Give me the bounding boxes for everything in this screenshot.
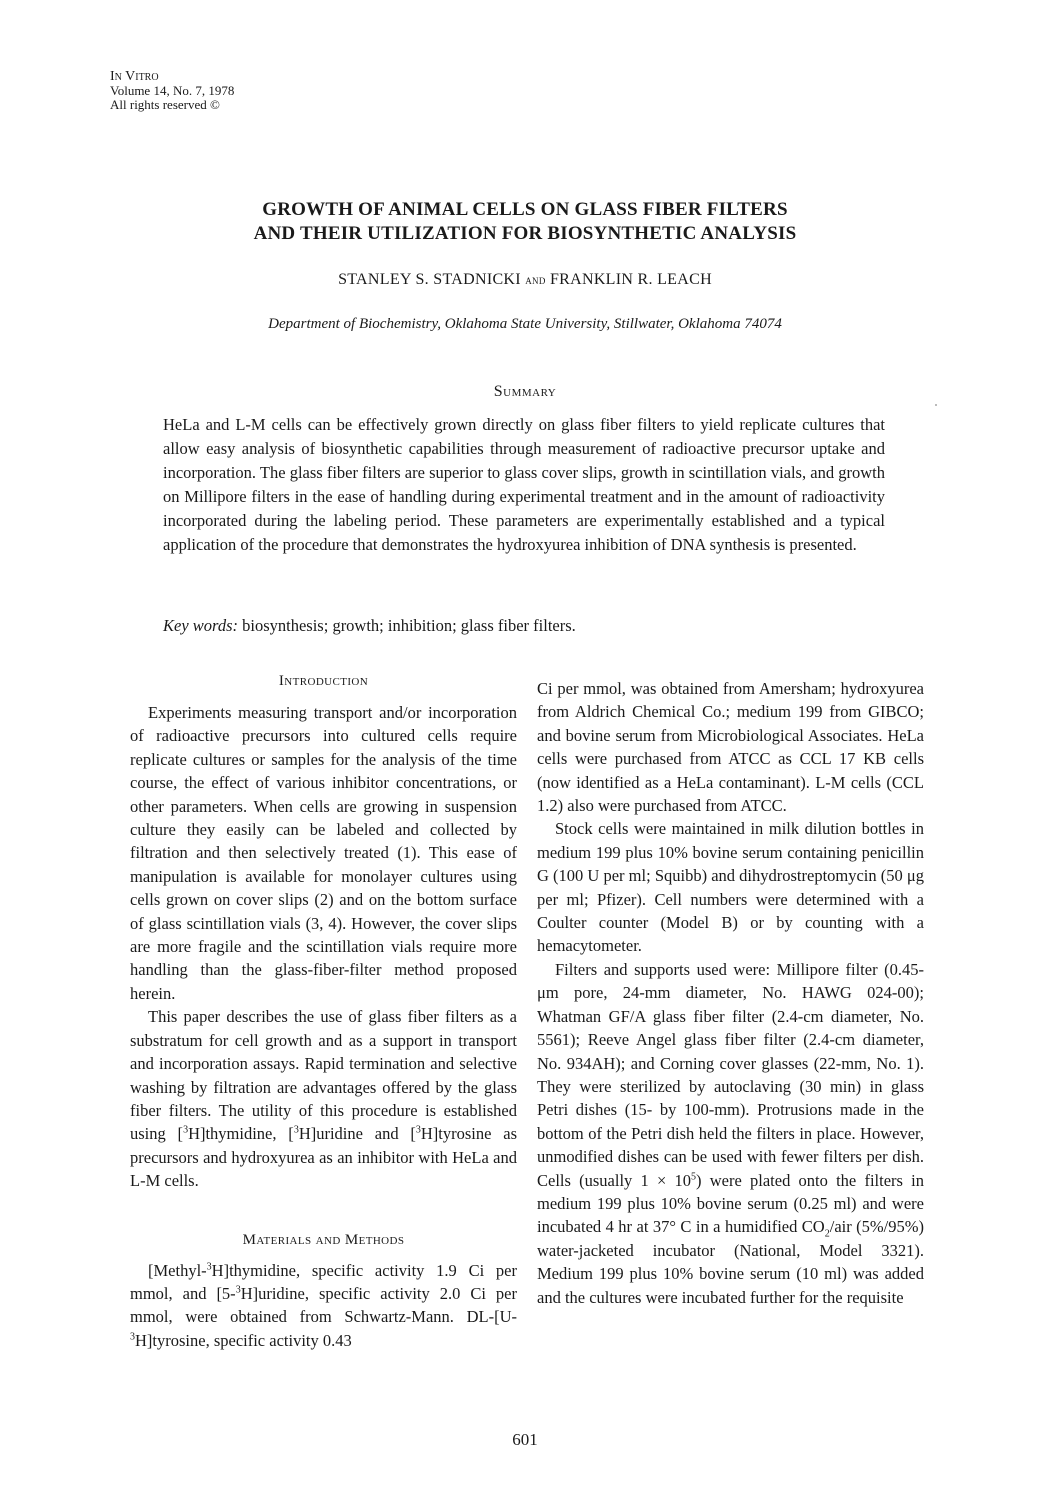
- methods-paragraph-3: Filters and supports used were: Millipore filter (0.45-μm pore, 24-mm diameter, No. HAWG 024-00); Whatman GF/A glass fiber filter (2.4-cm diameter, No. 5561); Reeve Angel glass fiber filter (2.4-cm diameter, No. 934AH); and Corning cover glasses (22-mm, No. 1). They were sterilized by autoclaving (30 min) in glass Petri dishes (15- by 100-mm). Protrusions made in the bottom of the Petri dish held the filters in place. However, unmodified dishes can be used with fewer filters per dish. Cells (usually $1 \times 10^5$) were plated onto the filters in medium 199 plus 10% bovine serum (0.25 ml) and were incubated 4 hr at 37° C in a humidified $CO_2$/air (5%/95%) water-jacketed incubator (National, Model 3321). Medium 199 plus 10% bovine serum (10 ml) was added and the cultures were incubated further for the requisite: [537, 959, 924, 1307]
- scan-speck: [935, 404, 937, 406]
- introduction-paragraph-2: This paper describes the use of glass fiber filters as a substratum for cell growth and as a support in transport and incorporation assays. Rapid termination and selective washing by filtration are advantages offered by the glass fiber filters. The utility of this procedure is established using [$^3$H]thymidine, [$^3$H]uridine and [$^3$H]tyrosine as precursors and hydroxyurea as an inhibitor with HeLa and L-M cells.: [130, 1007, 518, 1191]
- keywords-list: biosynthesis; growth; inhibition; glass fiber filters.: [242, 616, 576, 635]
- introduction-heading: Introduction: [278, 673, 369, 689]
- introduction-paragraph-1: Experiments measuring transport and/or incorporation of radioactive precursors into cultured cells require replicate cultures or samples for the analysis of the time course, the effect of various inhibitor concentrations, or other parameters. When cells are growing in suspension culture they easily can be labeled and collected by filtration and then selectively treated (1). This ease of manipulation is available for monolayer cultures using cells grown on cover slips (2) and on the bottom surface of glass scintillation vials (3, 4). However, the cover slips are more fragile and the scintillation vials require more handling than the glass-fiber-filter method proposed herein.: [130, 703, 517, 1003]
- title-line-1: GROWTH OF ANIMAL CELLS ON GLASS FIBER FILTERS: [262, 199, 788, 220]
- methods-paragraph-1-continued: Ci per mmol, was obtained from Amersham; hydroxyurea from Aldrich Chemical Co.; medium 199 from GIBCO; and bovine serum from Microbiological Associates. HeLa cells were purchased from ATCC as CCL 17 KB cells (now identified as a HeLa contaminant). L-M cells (CCL 1.2) also were purchased from ATCC.: [537, 679, 924, 816]
- journal-rights: All rights reserved ©: [110, 97, 220, 112]
- author-1: STANLEY S. STADNICKI: [338, 271, 521, 288]
- journal-volume: Volume 14, No. 7, 1978: [110, 83, 235, 98]
- summary-heading: Summary: [493, 383, 557, 400]
- methods-heading: Materials and Methods: [242, 1231, 405, 1248]
- keywords-label: Key words:: [163, 616, 239, 635]
- author-line: [110, 271, 940, 289]
- journal-name: In Vitro: [110, 69, 159, 84]
- methods-paragraph-1: [Methyl-$^3$H]thymidine, specific activity 1.9 Ci per mmol, and [5-$^3$H]uridine, specific activity 2.0 Ci per mmol, were obtained from Schwartz-Mann. DL-[U-$^3$H]tyrosine, specific activity 0.43: [130, 1260, 517, 1350]
- journal-info: [110, 70, 234, 112]
- left-column: [130, 669, 517, 1352]
- page-number: 601: [512, 1430, 538, 1449]
- article-title: [110, 198, 940, 246]
- author-conjunction: and: [525, 272, 546, 287]
- title-line-2: AND THEIR UTILIZATION FOR BIOSYNTHETIC ANALYSIS: [253, 223, 797, 244]
- affiliation: Department of Biochemistry, Oklahoma State University, Stillwater, Oklahoma 74074: [268, 316, 782, 332]
- author-2: FRANKLIN R. LEACH: [549, 271, 712, 288]
- summary-text: [163, 413, 885, 557]
- keywords-line: [163, 614, 885, 638]
- summary-paragraph: HeLa and L-M cells can be effectively grown directly on glass fiber filters to yield replicate cultures that allow easy analysis of biosynthetic capabilities through measurement of radioactive precursor uptake and incorporation. The glass fiber filters are superior to glass cover slips, growth in scintillation vials, and growth on Millipore filters in the ease of handling during experimental treatment and in the amount of radioactivity incorporated during the labeling period. These parameters are experimentally established and a typical application of the procedure that demonstrates the hydroxyurea inhibition of DNA synthesis is presented.: [163, 415, 885, 554]
- methods-paragraph-2: Stock cells were maintained in milk dilution bottles in medium 199 plus 10% bovine serum containing penicillin G (100 U per ml; Squibb) and dihydrostreptomycin (50 μg per ml; Pfizer). Cell numbers were determined with a Coulter counter (Model B) or by counting with a hemacytometer.: [537, 819, 924, 956]
- right-column: [537, 677, 924, 1309]
